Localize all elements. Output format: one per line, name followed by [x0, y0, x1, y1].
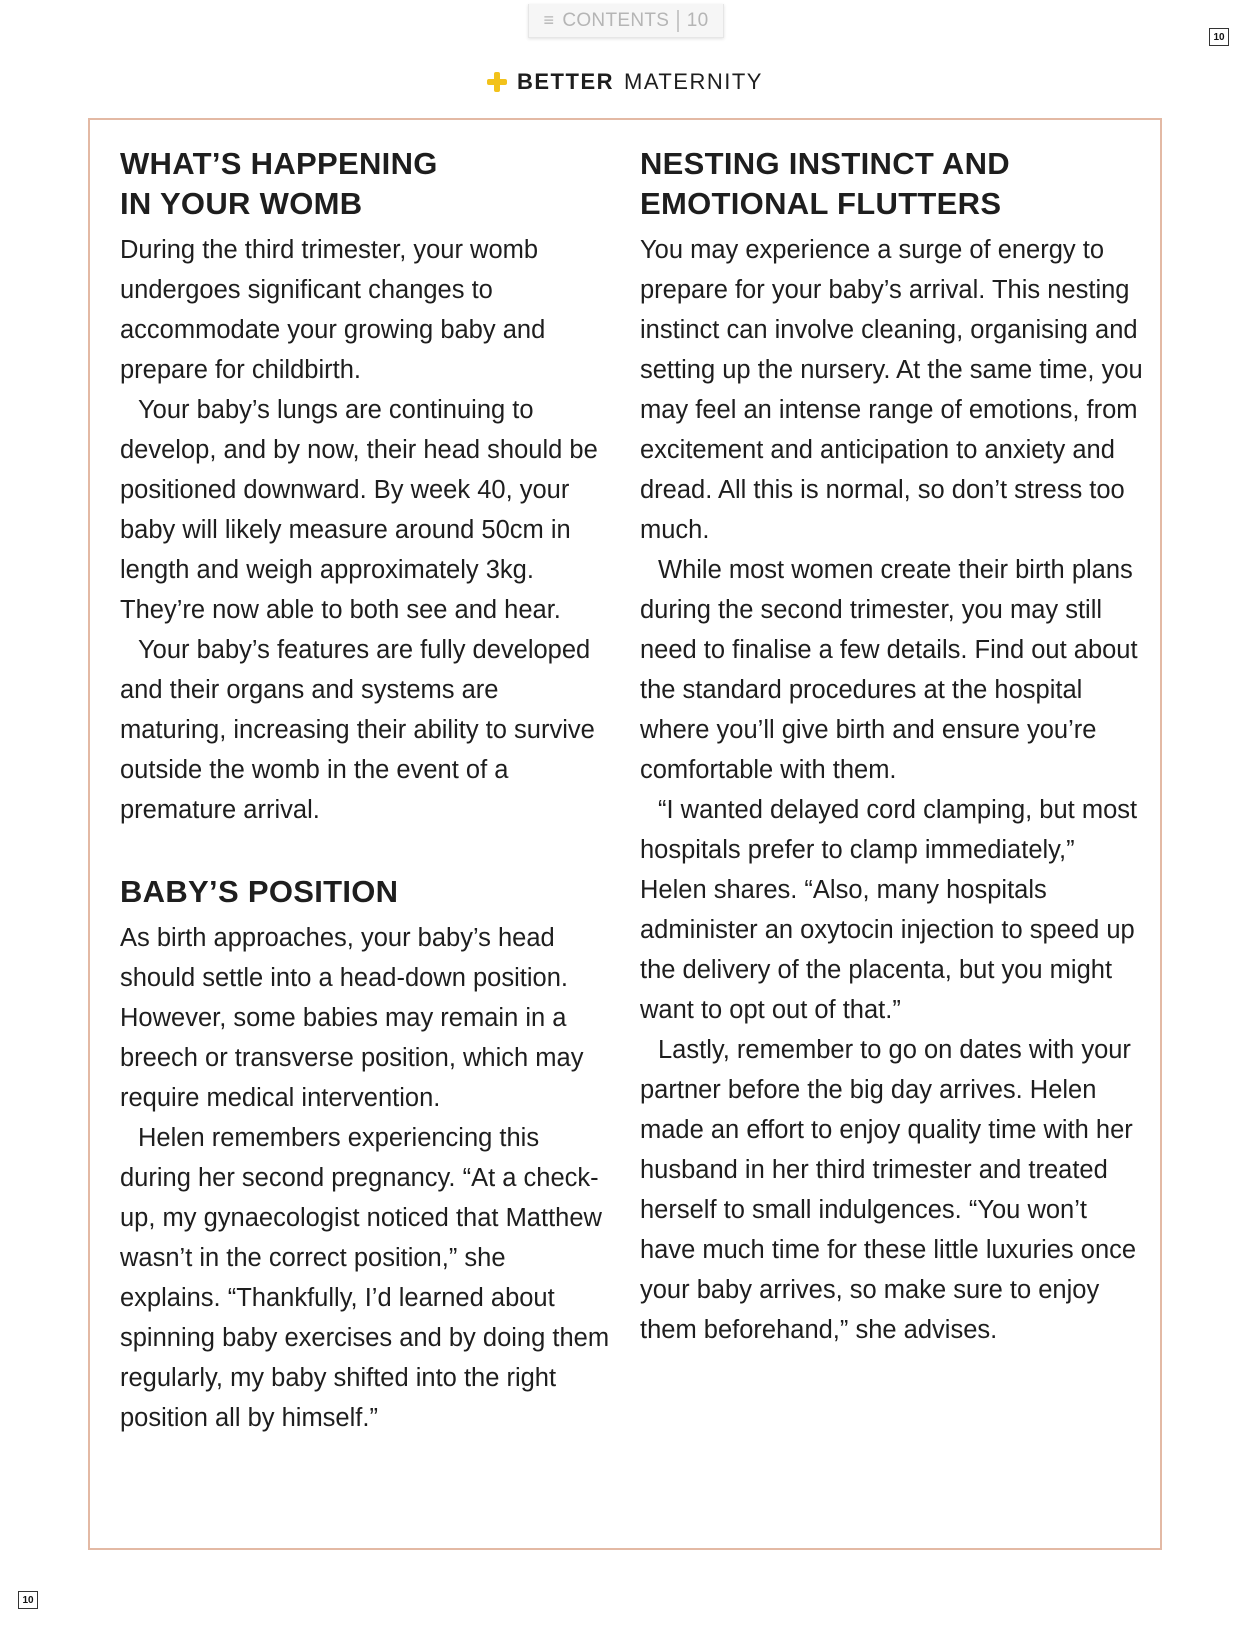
paragraph: Your baby’s features are fully developed and their organs and systems are maturing, increasing their ability to survive outside the womb in the event of a premature arrival.	[120, 636, 595, 824]
paragraph: As birth approaches, your baby’s head should settle into a head-down position. However, some babies may remain in a breech or transverse position, which may require medical intervention.	[120, 924, 584, 1112]
plus-cross-icon	[487, 72, 507, 92]
right-column	[640, 140, 1145, 1350]
nesting-heading	[640, 144, 1145, 224]
contents-label: CONTENTS	[562, 9, 670, 31]
paragraph: Your baby’s lungs are continuing to develop, and by now, their head should be positioned downward. By week 40, your baby will likely measure around 50cm in length and weigh approximately 3kg. They’re now able to both see and hear.	[120, 396, 598, 624]
contents-page-number: 10	[686, 9, 709, 31]
paragraph: Helen remembers experiencing this during her second pregnancy. “At a check-up, my gynaecologist noticed that Matthew wasn’t in the correct position,” she explains. “Thankfully, I’d learned about spinning baby exercises and by doing them regularly, my baby shifted into the right position all by himself.”	[120, 1124, 610, 1432]
womb-heading-line2: IN YOUR WOMB	[120, 186, 363, 221]
brand-light: MATERNITY	[624, 69, 763, 94]
paragraph: While most women create their birth plans during the second trimester, you may still need to finalise a few details. Find out about the standard procedures at the hospital where you’ll give birth and ensure you’re comfortable with them.	[640, 556, 1138, 784]
page-number-top[interactable]: 10	[1209, 28, 1229, 46]
paragraph: Lastly, remember to go on dates with your partner before the big day arrives. Helen made an effort to enjoy quality time with her husband in her third trimester and treated herself to small indulgences. “You won’t have much time for these little luxuries once your baby arrives, so make sure to enjoy them beforehand,” she advises.	[640, 1036, 1137, 1344]
paragraph: During the third trimester, your womb undergoes significant changes to accommodate your growing baby and prepare for childbirth.	[120, 236, 546, 384]
contents-tab[interactable]	[528, 4, 724, 38]
section-header	[0, 64, 1250, 100]
paragraph: You may experience a surge of energy to prepare for your baby’s arrival. This nesting instinct can involve cleaning, organising and setting up the nursery. At the same time, you may feel an intense range of emotions, from excitement and anticipation to anxiety and dread. All this is normal, so don’t stress too much.	[640, 236, 1143, 544]
menu-icon: ≡	[543, 10, 555, 30]
left-column	[120, 140, 610, 1438]
paragraph: “I wanted delayed cord clamping, but most hospitals prefer to clamp immediately,” Helen shares. “Also, many hospitals administer an oxytocin injection to speed up the delivery of the placenta, but you might want to opt out of that.”	[640, 796, 1138, 1024]
nesting-heading-line2: EMOTIONAL FLUTTERS	[640, 186, 1002, 221]
womb-heading-line1: WHAT’S HAPPENING	[120, 146, 438, 181]
brand-bold: BETTER	[517, 69, 614, 94]
contents-separator	[677, 10, 679, 32]
nesting-heading-line1: NESTING INSTINCT AND	[640, 146, 1010, 181]
page-number-bottom[interactable]: 10	[18, 1591, 38, 1609]
womb-heading	[120, 144, 610, 224]
position-heading: BABY’S POSITION	[120, 874, 399, 909]
